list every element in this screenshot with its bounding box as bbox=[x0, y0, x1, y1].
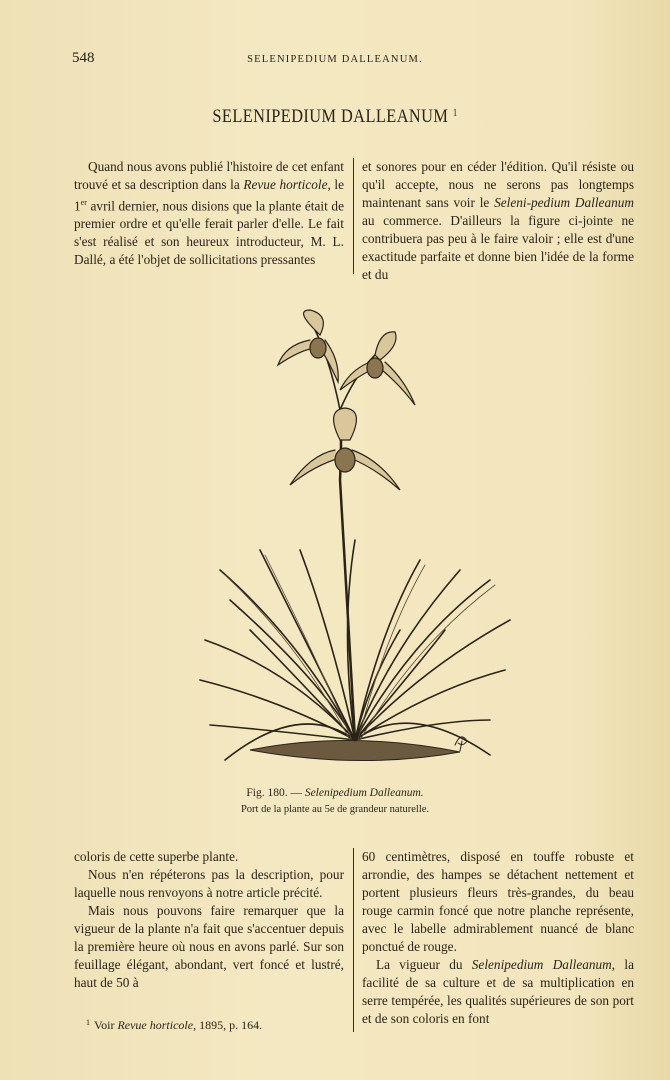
figure-subcaption: Port de la plante au 5e de grandeur naturelle. bbox=[240, 804, 430, 815]
engraver-mark bbox=[455, 737, 467, 751]
footnote-italic-journal: Revue horticole bbox=[117, 1018, 194, 1032]
height-paragraph: 60 centimètres, disposé en touffe robuste et arrondie, des hampes se détachent nettement et portent plusieurs fleurs très-grandes, du beau rouge carmin foncé que notre planche représente, avec le labelle admirablement nuancé de blanc ponctué de rouge. bbox=[362, 849, 634, 954]
flower-bottom bbox=[290, 408, 400, 490]
column-rule-top bbox=[353, 158, 354, 274]
article-title bbox=[47, 106, 623, 128]
intro-italic-journal: Revue horticole bbox=[243, 177, 328, 192]
continued-text-1: et sonores pour en céder l'édition. Qu'il résiste ou qu'il accepte, nous ne serons pas longtemps maintenant sans voir le bbox=[362, 159, 634, 210]
culture-text-2: , la facilité de sa culture et de sa multiplication en serre tempérée, les qualités supérieures de son port et de son coloris en font bbox=[362, 957, 634, 1026]
article-title-text: SELENIPEDIUM DALLEANUM bbox=[212, 106, 449, 127]
figure-species-name: Selenipedium Dalleanum. bbox=[304, 787, 424, 799]
footnote bbox=[86, 1018, 262, 1033]
bottom-left-column bbox=[74, 848, 344, 1008]
flower-top-right bbox=[340, 332, 415, 405]
figure-number: Fig. 180. — bbox=[246, 787, 305, 799]
running-head: SELENIPEDIUM DALLEANUM. bbox=[247, 54, 423, 65]
title-footnote-marker: 1 bbox=[452, 108, 458, 119]
coloris-line: coloris de cette superbe plante. bbox=[74, 849, 239, 864]
footnote-marker: 1 bbox=[86, 1018, 90, 1027]
intro-text-1: Quand nous avons publié l'histoire de cet enfant trouvé et sa description dans la bbox=[74, 159, 344, 192]
culture-paragraph bbox=[362, 956, 634, 1028]
column-rule-bottom bbox=[353, 848, 354, 1032]
ground-shadow bbox=[250, 740, 460, 760]
intro-paragraph bbox=[74, 158, 344, 269]
vigueur-paragraph: Mais nous pouvons faire remarquer que la vigueur de la plante n'a fait que s'accentuer depuis la première heure où nous en avons parlé. Sur son feuillage élégant, abondant, vert foncé et lustré, haut de 50 à bbox=[74, 903, 344, 990]
continued-italic-name: Seleni-pedium Dalleanum bbox=[494, 195, 634, 210]
page-number: 548 bbox=[72, 50, 95, 66]
culture-text-1: La vigueur du bbox=[376, 957, 472, 972]
intro-ordinal: er bbox=[80, 198, 87, 207]
bottom-right-column bbox=[362, 848, 634, 1034]
continued-text-2: au commerce. D'ailleurs la figure ci-jointe ne contribuera pas peu à le faire valoir ; elle est d'une exactitude parfaite et donne bien l'idée de la forme et du bbox=[362, 213, 634, 282]
continued-paragraph bbox=[362, 158, 634, 284]
intro-text-3: avril dernier, nous disions que la plante était de premier ordre et qu'elle ferait parler d'elle. Le fait s'est réalisé et son heureux introducteur, M. L. Dallé, a été l'objet de sollicitations pressantes bbox=[74, 198, 344, 268]
flower-top-left bbox=[278, 310, 338, 382]
figure-caption bbox=[0, 787, 670, 799]
orchid-illustration bbox=[190, 300, 520, 780]
intro-text-2: , le 1 bbox=[74, 177, 345, 214]
culture-italic-name: Selenipedium Dalleanum bbox=[471, 957, 612, 972]
top-right-column bbox=[362, 158, 634, 288]
top-left-column bbox=[74, 158, 344, 274]
footnote-text-1: Voir bbox=[94, 1018, 118, 1032]
description-paragraph: Nous n'en répéterons pas la description, pour laquelle nous renvoyons à notre article précité. bbox=[74, 867, 344, 900]
footnote-text-2: , 1895, p. 164. bbox=[193, 1018, 263, 1032]
